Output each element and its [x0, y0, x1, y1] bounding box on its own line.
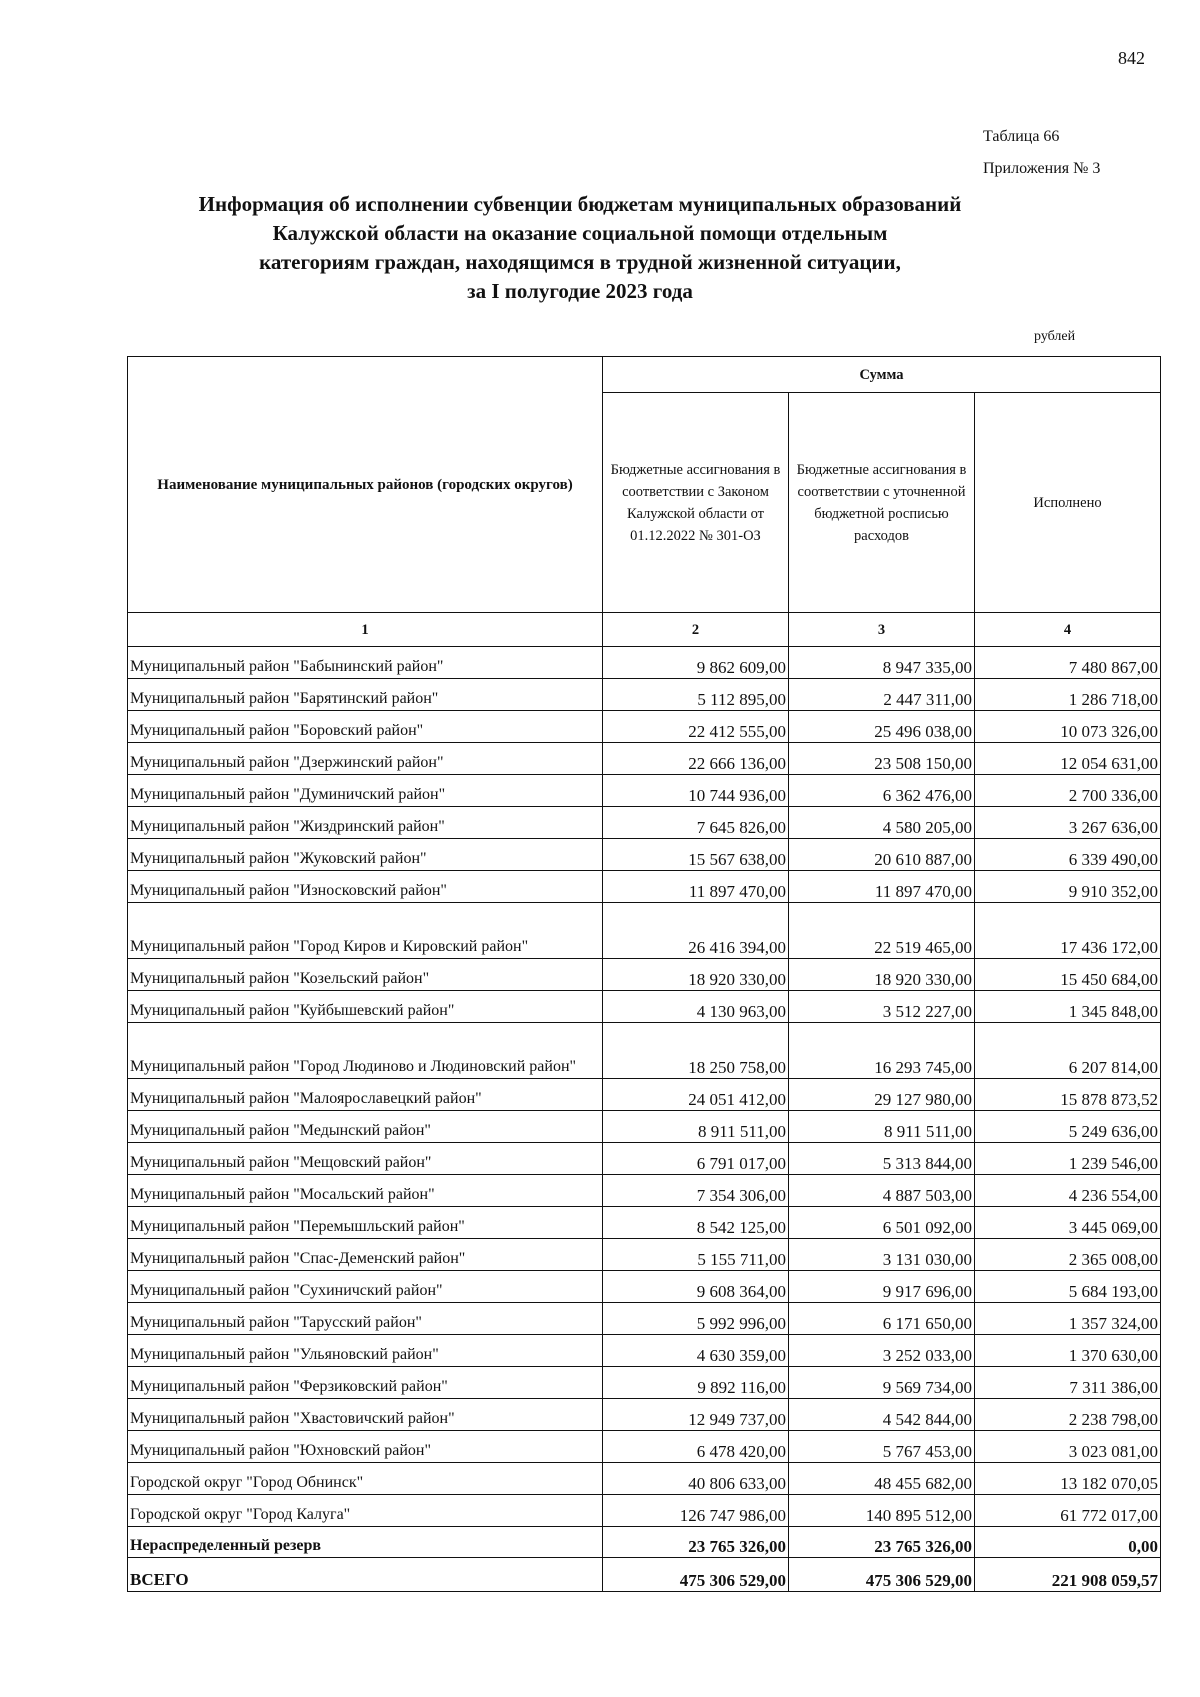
reserve-row: [128, 1527, 1161, 1558]
cell-revised-allocation: 48 455 682,00: [789, 1463, 975, 1495]
cell-revised-allocation: 6 362 476,00: [789, 775, 975, 807]
district-name: Муниципальный район "Перемышльский район": [128, 1207, 603, 1239]
cell-law-allocation: 22 666 136,00: [603, 743, 789, 775]
table-row: [128, 1335, 1161, 1367]
cell-law-allocation: 18 920 330,00: [603, 959, 789, 991]
cell-revised-allocation: 8 947 335,00: [789, 647, 975, 679]
cell-revised-allocation: 3 252 033,00: [789, 1335, 975, 1367]
cell-law-allocation: 9 862 609,00: [603, 647, 789, 679]
table-row: [128, 1399, 1161, 1431]
cell-executed: 1 239 546,00: [975, 1143, 1161, 1175]
cell-law-allocation: 8 911 511,00: [603, 1111, 789, 1143]
appendix-label: Приложения № 3: [983, 160, 1101, 177]
cell-law-allocation: 12 949 737,00: [603, 1399, 789, 1431]
table-row: [128, 839, 1161, 871]
cell-law-allocation: 40 806 633,00: [603, 1463, 789, 1495]
column-number: 1: [128, 613, 603, 647]
district-name: Городской округ "Город Обнинск": [128, 1463, 603, 1495]
header-col3: Бюджетные ассигнования в соответствии с уточненной бюджетной росписью расходов: [789, 393, 975, 613]
cell-revised-allocation: 16 293 745,00: [789, 1023, 975, 1079]
cell-executed: 1 370 630,00: [975, 1335, 1161, 1367]
district-name: Муниципальный район "Малоярославецкий район": [128, 1079, 603, 1111]
table-row: [128, 1023, 1161, 1079]
district-name: Муниципальный район "Дзержинский район": [128, 743, 603, 775]
table-row: [128, 711, 1161, 743]
title-line: за I полугодие 2023 года: [467, 279, 693, 303]
district-name: Муниципальный район "Жуковский район": [128, 839, 603, 871]
table-row: [128, 991, 1161, 1023]
cell-law-allocation: 11 897 470,00: [603, 871, 789, 903]
cell-executed: 3 023 081,00: [975, 1431, 1161, 1463]
header-sum: Сумма: [603, 357, 1161, 393]
cell-revised-allocation: 6 501 092,00: [789, 1207, 975, 1239]
table-row: [128, 1239, 1161, 1271]
cell-executed: 2 365 008,00: [975, 1239, 1161, 1271]
district-name: Муниципальный район "Думиничский район": [128, 775, 603, 807]
table-row: [128, 1463, 1161, 1495]
district-name: Муниципальный район "Медынский район": [128, 1111, 603, 1143]
district-name: Муниципальный район "Мосальский район": [128, 1175, 603, 1207]
cell-revised-allocation: 18 920 330,00: [789, 959, 975, 991]
total-label: ВСЕГО: [128, 1558, 603, 1592]
district-name: Муниципальный район "Мещовский район": [128, 1143, 603, 1175]
table-number: Таблица 66: [983, 128, 1060, 145]
cell-revised-allocation: 4 580 205,00: [789, 807, 975, 839]
header-col4: Исполнено: [975, 393, 1161, 613]
header-name-column: Наименование муниципальных районов (городских округов): [128, 357, 603, 613]
cell-executed: 9 910 352,00: [975, 871, 1161, 903]
table-row: [128, 959, 1161, 991]
unit-label: рублей: [1034, 329, 1076, 344]
cell-executed: 6 339 490,00: [975, 839, 1161, 871]
cell-revised-allocation: 3 131 030,00: [789, 1239, 975, 1271]
document-title: [150, 190, 1010, 306]
header-col2: Бюджетные ассигнования в соответствии с Законом Калужской области от 01.12.2022 № 301-ОЗ: [603, 393, 789, 613]
cell-revised-allocation: 9 569 734,00: [789, 1367, 975, 1399]
cell-revised-allocation: 5 313 844,00: [789, 1143, 975, 1175]
table-row: [128, 1271, 1161, 1303]
title-line: Калужской области на оказание социальной помощи отдельным: [272, 221, 888, 245]
reserve-label: Нераспределенный резерв: [128, 1527, 603, 1558]
page-number: 842: [1118, 48, 1145, 68]
cell-executed: 4 236 554,00: [975, 1175, 1161, 1207]
district-name: Муниципальный район "Тарусский район": [128, 1303, 603, 1335]
table-row: [128, 1143, 1161, 1175]
cell-law-allocation: 10 744 936,00: [603, 775, 789, 807]
cell-revised-allocation: 9 917 696,00: [789, 1271, 975, 1303]
cell-revised-allocation: 22 519 465,00: [789, 903, 975, 959]
cell-revised-allocation: 8 911 511,00: [789, 1111, 975, 1143]
reserve-executed: 0,00: [975, 1527, 1161, 1558]
cell-law-allocation: 7 354 306,00: [603, 1175, 789, 1207]
reserve-law-allocation: 23 765 326,00: [603, 1527, 789, 1558]
table-row: [128, 1367, 1161, 1399]
cell-executed: 5 684 193,00: [975, 1271, 1161, 1303]
cell-law-allocation: 15 567 638,00: [603, 839, 789, 871]
table-row: [128, 775, 1161, 807]
cell-executed: 3 445 069,00: [975, 1207, 1161, 1239]
table-row: [128, 1175, 1161, 1207]
column-number: 3: [789, 613, 975, 647]
table-row: [128, 1207, 1161, 1239]
cell-executed: 1 357 324,00: [975, 1303, 1161, 1335]
district-name: Муниципальный район "Жиздринский район": [128, 807, 603, 839]
cell-executed: 10 073 326,00: [975, 711, 1161, 743]
cell-law-allocation: 9 608 364,00: [603, 1271, 789, 1303]
cell-executed: 2 700 336,00: [975, 775, 1161, 807]
cell-executed: 2 238 798,00: [975, 1399, 1161, 1431]
cell-executed: 3 267 636,00: [975, 807, 1161, 839]
cell-law-allocation: 5 112 895,00: [603, 679, 789, 711]
column-number: 2: [603, 613, 789, 647]
district-name: Муниципальный район "Ульяновский район": [128, 1335, 603, 1367]
cell-law-allocation: 5 155 711,00: [603, 1239, 789, 1271]
district-name: Муниципальный район "Спас-Деменский район": [128, 1239, 603, 1271]
table-row: [128, 807, 1161, 839]
cell-executed: 5 249 636,00: [975, 1111, 1161, 1143]
table-row: [128, 1079, 1161, 1111]
district-name: Муниципальный район "Сухиничский район": [128, 1271, 603, 1303]
cell-revised-allocation: 2 447 311,00: [789, 679, 975, 711]
column-number: 4: [975, 613, 1161, 647]
cell-revised-allocation: 5 767 453,00: [789, 1431, 975, 1463]
table-row: [128, 1303, 1161, 1335]
cell-law-allocation: 4 130 963,00: [603, 991, 789, 1023]
table-row: [128, 647, 1161, 679]
cell-law-allocation: 18 250 758,00: [603, 1023, 789, 1079]
cell-revised-allocation: 4 542 844,00: [789, 1399, 975, 1431]
cell-law-allocation: 4 630 359,00: [603, 1335, 789, 1367]
district-name: Муниципальный район "Город Киров и Кировский район": [128, 903, 603, 959]
report-table: [127, 356, 1161, 1592]
table-row: [128, 1111, 1161, 1143]
cell-executed: 1 345 848,00: [975, 991, 1161, 1023]
cell-revised-allocation: 3 512 227,00: [789, 991, 975, 1023]
district-name: Муниципальный район "Боровский район": [128, 711, 603, 743]
cell-law-allocation: 9 892 116,00: [603, 1367, 789, 1399]
table-row: [128, 743, 1161, 775]
cell-revised-allocation: 23 508 150,00: [789, 743, 975, 775]
cell-revised-allocation: 25 496 038,00: [789, 711, 975, 743]
table-row: [128, 1495, 1161, 1527]
total-row: [128, 1558, 1161, 1592]
cell-law-allocation: 24 051 412,00: [603, 1079, 789, 1111]
cell-law-allocation: 26 416 394,00: [603, 903, 789, 959]
cell-revised-allocation: 140 895 512,00: [789, 1495, 975, 1527]
table-row: [128, 679, 1161, 711]
district-name: Муниципальный район "Юхновский район": [128, 1431, 603, 1463]
cell-executed: 15 450 684,00: [975, 959, 1161, 991]
table-row: [128, 871, 1161, 903]
cell-revised-allocation: 6 171 650,00: [789, 1303, 975, 1335]
district-name: Муниципальный район "Бабынинский район": [128, 647, 603, 679]
district-name: Муниципальный район "Козельский район": [128, 959, 603, 991]
district-name: Муниципальный район "Барятинский район": [128, 679, 603, 711]
title-line: категориям граждан, находящимся в трудной жизненной ситуации,: [259, 250, 901, 274]
reserve-revised-allocation: 23 765 326,00: [789, 1527, 975, 1558]
cell-executed: 1 286 718,00: [975, 679, 1161, 711]
cell-executed: 13 182 070,05: [975, 1463, 1161, 1495]
cell-revised-allocation: 29 127 980,00: [789, 1079, 975, 1111]
district-name: Городской округ "Город Калуга": [128, 1495, 603, 1527]
cell-law-allocation: 22 412 555,00: [603, 711, 789, 743]
cell-executed: 7 480 867,00: [975, 647, 1161, 679]
cell-law-allocation: 5 992 996,00: [603, 1303, 789, 1335]
cell-executed: 61 772 017,00: [975, 1495, 1161, 1527]
district-name: Муниципальный район "Хвастовичский район": [128, 1399, 603, 1431]
district-name: Муниципальный район "Город Людиново и Людиновский район": [128, 1023, 603, 1079]
total-revised-allocation: 475 306 529,00: [789, 1558, 975, 1592]
cell-executed: 6 207 814,00: [975, 1023, 1161, 1079]
cell-revised-allocation: 20 610 887,00: [789, 839, 975, 871]
district-name: Муниципальный район "Износковский район": [128, 871, 603, 903]
table-row: [128, 1431, 1161, 1463]
district-name: Муниципальный район "Ферзиковский район": [128, 1367, 603, 1399]
total-executed: 221 908 059,57: [975, 1558, 1161, 1592]
cell-executed: 7 311 386,00: [975, 1367, 1161, 1399]
table-body: [128, 647, 1161, 1592]
cell-revised-allocation: 11 897 470,00: [789, 871, 975, 903]
cell-law-allocation: 8 542 125,00: [603, 1207, 789, 1239]
cell-executed: 12 054 631,00: [975, 743, 1161, 775]
cell-law-allocation: 6 791 017,00: [603, 1143, 789, 1175]
title-line: Информация об исполнении субвенции бюджетам муниципальных образований: [198, 192, 962, 216]
cell-revised-allocation: 4 887 503,00: [789, 1175, 975, 1207]
total-law-allocation: 475 306 529,00: [603, 1558, 789, 1592]
cell-law-allocation: 6 478 420,00: [603, 1431, 789, 1463]
district-name: Муниципальный район "Куйбышевский район": [128, 991, 603, 1023]
cell-executed: 15 878 873,52: [975, 1079, 1161, 1111]
cell-law-allocation: 126 747 986,00: [603, 1495, 789, 1527]
cell-executed: 17 436 172,00: [975, 903, 1161, 959]
table-row: [128, 903, 1161, 959]
cell-law-allocation: 7 645 826,00: [603, 807, 789, 839]
